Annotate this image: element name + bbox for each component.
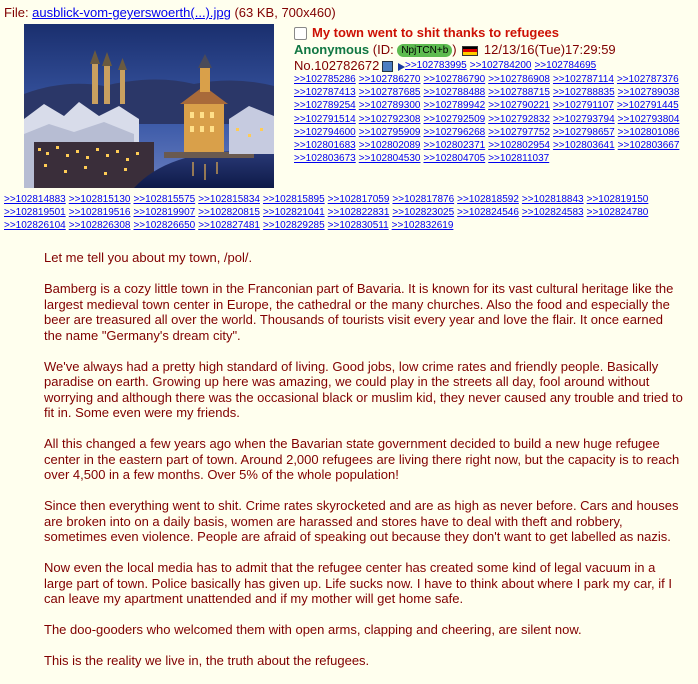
post-no-label[interactable]: No. xyxy=(294,58,315,74)
post-paragraph: Bamberg is a cozy little town in the Franconian part of Bavaria. It is known for its vast cultural heritage like the largest medieval town center in Europe, the cathedral or the many churches. Also the food and especially the beer are treasured all over the world. Thousands of tourists visit every year and love the flair. It once earned the name "Germany's dream city". xyxy=(44,281,674,343)
backlink[interactable]: >>102783995 xyxy=(405,60,467,71)
post-paragraph: The doo-gooders who welcomed them with open arms, clapping and cheering, are silent now. xyxy=(44,622,582,637)
backlinks-rows xyxy=(294,73,694,165)
backlink[interactable]: >>102804530 xyxy=(358,153,421,165)
post-paragraph: We've always had a pretty high standard of living. Good jobs, low crime rates and friendly people. Basically paradise on earth. Growing up here was amazing, we could play in the streets all day, fool around without worrying and although there was the occasional black or muslim kid, they never caused any trouble and tried to fit in. Some even were my friends. xyxy=(44,358,683,420)
backlink[interactable]: >>102803673 xyxy=(294,153,356,165)
backlink[interactable]: >>102827481 xyxy=(198,220,260,232)
post-paragraph: All this changed a few years ago when the Bavarian state government decided to build a new huge refugee center in the eastern part of town. Around 2,000 refugees are living there right now, but the capacity is to reach over 4,500 in a few months. Over 5% of the whole population! xyxy=(44,436,680,482)
backlink[interactable]: >>102819907 xyxy=(133,207,196,219)
backlink[interactable]: >>102815130 xyxy=(68,194,131,205)
backlink[interactable]: >>102803641 xyxy=(552,140,615,152)
backlink[interactable]: >>102789300 xyxy=(358,100,421,112)
backlink[interactable]: >>102796268 xyxy=(423,126,486,138)
backlink[interactable]: >>102819150 xyxy=(586,194,649,205)
file-link[interactable]: ausblick-vom-geyerswoerth(...).jpg xyxy=(32,5,231,20)
backlink[interactable]: >>102819516 xyxy=(68,207,131,219)
backlink[interactable]: >>102787114 xyxy=(552,74,614,85)
germany-flag-icon xyxy=(462,46,478,56)
backlink[interactable]: >>102815895 xyxy=(262,194,325,205)
backlink[interactable]: >>102795909 xyxy=(358,126,421,138)
backlink[interactable]: >>102789038 xyxy=(617,87,680,99)
backlink[interactable]: >>102791445 xyxy=(616,100,679,112)
backlink[interactable]: >>102826104 xyxy=(4,220,66,232)
backlink[interactable]: >>102826308 xyxy=(68,220,131,232)
backlink[interactable]: >>102803667 xyxy=(617,140,680,152)
backlink[interactable]: >>102814883 xyxy=(4,194,66,205)
backlink[interactable]: >>102784200 xyxy=(469,60,532,71)
backlink[interactable]: >>102819501 xyxy=(4,207,66,219)
post-paragraph: Let me tell you about my town, /pol/. xyxy=(44,250,253,265)
post-datetime: 12/13/16(Tue)17:29:59 xyxy=(483,42,616,58)
backlink[interactable]: >>102824583 xyxy=(521,207,584,219)
backlink[interactable]: >>102791514 xyxy=(294,113,356,125)
backlink[interactable]: >>102815834 xyxy=(198,194,260,205)
backlink[interactable]: >>102788488 xyxy=(423,87,486,99)
image-file-icon[interactable] xyxy=(382,61,393,72)
backlink[interactable]: >>102830511 xyxy=(327,220,389,232)
post-paragraph: Since then everything went to shit. Crime rates skyrocketed and are as high as never before. Cars and houses are broken into on a daily basis, women are harassed and stores have to deal with theft and robbery, sometimes even violence. People are afraid of speaking out because they don't want to get labelled as nazis. xyxy=(44,498,679,544)
backlink[interactable]: >>102829285 xyxy=(262,220,325,232)
post-subject: My town went to shit thanks to refugees xyxy=(312,25,560,40)
post-thumbnail[interactable] xyxy=(24,24,274,188)
backlink[interactable]: >>102815575 xyxy=(133,194,196,205)
backlink[interactable]: >>102818843 xyxy=(521,194,584,205)
backlink[interactable]: >>102792308 xyxy=(358,113,421,125)
file-meta: (63 KB, 700x460) xyxy=(230,5,336,20)
backlink[interactable]: >>102797752 xyxy=(488,126,550,138)
backlink[interactable]: >>102824546 xyxy=(457,207,519,219)
backlink[interactable]: >>102802089 xyxy=(358,140,421,152)
backlink[interactable]: >>102818592 xyxy=(457,194,519,205)
backlink[interactable]: >>102790221 xyxy=(488,100,550,112)
backlink[interactable]: >>102792509 xyxy=(423,113,486,125)
post-author-line xyxy=(294,42,694,58)
backlink[interactable]: >>102801086 xyxy=(617,126,680,138)
backlink[interactable]: >>102788715 xyxy=(488,87,550,99)
post-paragraph: Now even the local media has to admit that the refugee center has created some kind of legal vacuum in a large part of town. Police basically has given up. Life sucks now. I have to think about where I park my car, if I can leave my apartment unattended and if my mother will get home safe. xyxy=(44,560,672,606)
backlink[interactable]: >>102823025 xyxy=(392,207,455,219)
backlink[interactable]: >>102820815 xyxy=(198,207,260,219)
backlink[interactable]: >>102822831 xyxy=(327,207,390,219)
file-label: File: xyxy=(4,5,33,20)
backlink[interactable]: >>102804705 xyxy=(423,153,486,165)
id-suffix: ) xyxy=(452,42,457,58)
backlinks-row xyxy=(405,59,599,72)
backlink[interactable]: >>102817876 xyxy=(392,194,455,205)
backlink[interactable]: >>102821041 xyxy=(262,207,325,219)
backlink[interactable]: >>102793794 xyxy=(552,113,615,125)
post-select-checkbox[interactable] xyxy=(294,27,307,40)
post-subject-line xyxy=(294,25,694,40)
poster-name: Anonymous xyxy=(294,42,370,58)
backlink[interactable]: >>102784695 xyxy=(534,60,597,71)
file-info xyxy=(4,5,336,21)
backlink[interactable]: >>102787376 xyxy=(616,74,679,85)
backlink[interactable]: >>102786270 xyxy=(358,74,421,85)
backlink[interactable]: >>102802371 xyxy=(423,140,486,152)
post-number[interactable]: 102782672 xyxy=(314,58,380,74)
backlink[interactable]: >>102786908 xyxy=(488,74,550,85)
backlink[interactable]: >>102789254 xyxy=(294,100,356,112)
backlink[interactable]: >>102826650 xyxy=(133,220,196,232)
backlink[interactable]: >>102792832 xyxy=(488,113,550,125)
backlink[interactable]: >>102801683 xyxy=(294,140,356,152)
backlink[interactable]: >>102832619 xyxy=(391,220,454,232)
backlink[interactable]: >>102793804 xyxy=(617,113,680,125)
id-prefix: (ID: xyxy=(372,42,398,58)
post-body xyxy=(44,250,684,684)
backlink[interactable]: >>102824780 xyxy=(586,207,649,219)
backlink[interactable]: >>102794600 xyxy=(294,126,356,138)
backlink[interactable]: >>102817059 xyxy=(327,194,390,205)
poster-id-badge[interactable]: NpjTCN+b xyxy=(397,44,452,57)
bamberg-night-image xyxy=(24,24,274,188)
backlink[interactable]: >>102798657 xyxy=(552,126,615,138)
backlink[interactable]: >>102802954 xyxy=(488,140,550,152)
backlink[interactable]: >>102787413 xyxy=(294,87,356,99)
backlink[interactable]: >>102811037 xyxy=(488,153,550,165)
backlink[interactable]: >>102788835 xyxy=(552,87,615,99)
post-paragraph: This is the reality we live in, the truth about the refugees. xyxy=(44,653,370,668)
backlinks-full xyxy=(4,193,698,233)
backlink[interactable]: >>102791107 xyxy=(552,100,614,112)
backlink[interactable]: >>102787685 xyxy=(358,87,421,99)
backlink[interactable]: >>102789942 xyxy=(423,100,486,112)
backlink[interactable]: >>102786790 xyxy=(423,74,486,85)
backlink[interactable]: >>102785286 xyxy=(294,74,356,85)
